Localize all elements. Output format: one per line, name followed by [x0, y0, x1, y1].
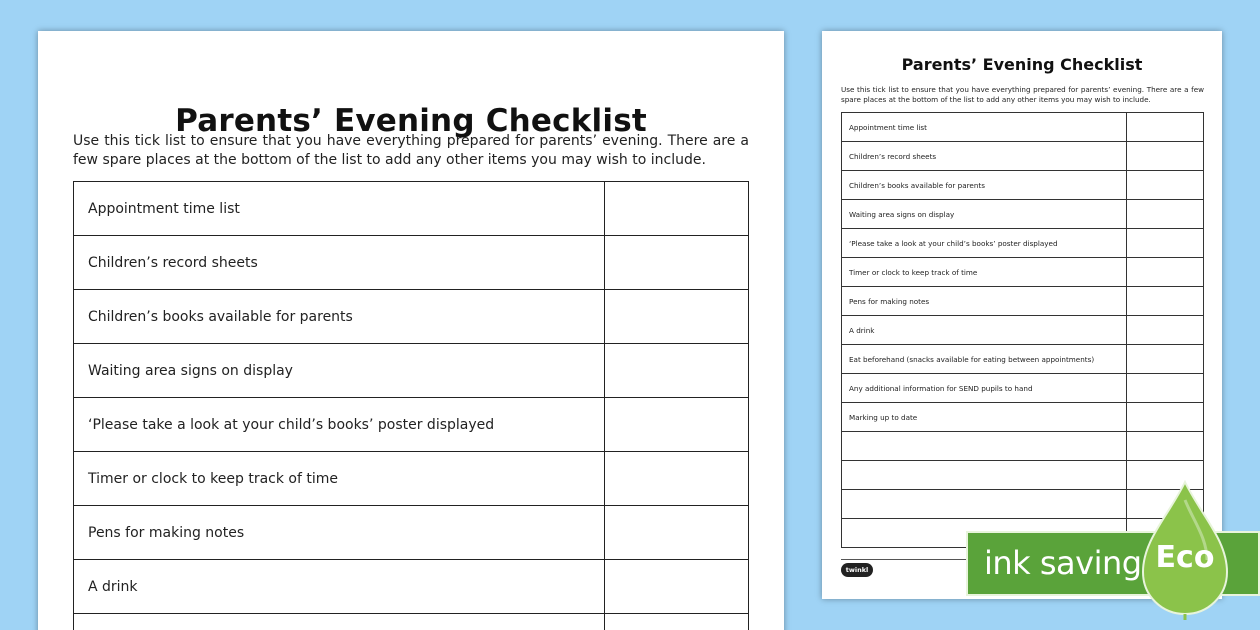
tick-box[interactable]	[1127, 258, 1204, 287]
checklist-item	[842, 461, 1127, 490]
table-row	[842, 374, 1204, 403]
table-row	[74, 236, 749, 290]
intro-text: Use this tick list to ensure that you have everything prepared for parents’ evening. There are a few spare places at the bottom of the list to add any other items you may wish to include.	[73, 133, 749, 168]
intro-text-small: Use this tick list to ensure that you have everything prepared for parents’ evening. There are a few spare places at the bottom of the list to add any other items you may wish to include.	[841, 85, 1204, 104]
tick-box[interactable]	[1127, 345, 1204, 374]
checklist-item: Appointment time list	[842, 113, 1127, 142]
checklist-item: Children’s record sheets	[842, 142, 1127, 171]
table-row	[74, 398, 749, 452]
tick-box[interactable]	[605, 290, 749, 344]
checklist-item: Pens for making notes	[842, 287, 1127, 316]
twinkl-logo	[841, 563, 873, 577]
table-row	[842, 287, 1204, 316]
ink-saving-label: ink saving	[984, 544, 1142, 582]
checklist-table	[73, 181, 749, 630]
checklist-item: Children’s record sheets	[74, 236, 605, 290]
checklist-item: A drink	[74, 560, 605, 614]
tick-box[interactable]	[1127, 316, 1204, 345]
checklist-item: Pens for making notes	[74, 506, 605, 560]
tick-box[interactable]	[1127, 374, 1204, 403]
checklist-item: ‘Please take a look at your child’s books’ poster displayed	[74, 398, 605, 452]
tick-box[interactable]	[605, 344, 749, 398]
tick-box[interactable]	[1127, 142, 1204, 171]
table-row	[842, 171, 1204, 200]
tick-box[interactable]	[605, 398, 749, 452]
checklist-item: Timer or clock to keep track of time	[842, 258, 1127, 287]
tick-box[interactable]	[1127, 432, 1204, 461]
table-row	[842, 403, 1204, 432]
table-row	[74, 344, 749, 398]
tick-box[interactable]	[605, 506, 749, 560]
tick-box[interactable]	[1127, 403, 1204, 432]
tick-box[interactable]	[1127, 287, 1204, 316]
checklist-item: Children’s books available for parents	[842, 171, 1127, 200]
page-title: Parents’ Evening Checklist	[175, 103, 647, 139]
checklist-item	[74, 614, 605, 630]
table-row	[74, 290, 749, 344]
checklist-item: A drink	[842, 316, 1127, 345]
tick-box[interactable]	[605, 614, 749, 630]
checklist-item: Marking up to date	[842, 403, 1127, 432]
tick-box[interactable]	[605, 182, 749, 236]
table-row	[74, 452, 749, 506]
checklist-item: Appointment time list	[74, 182, 605, 236]
large-worksheet-page	[38, 31, 784, 630]
table-row	[842, 113, 1204, 142]
checklist-item: Waiting area signs on display	[842, 200, 1127, 229]
footer-divider	[841, 559, 981, 560]
eco-leaf	[1141, 480, 1229, 624]
table-row	[842, 142, 1204, 171]
table-row	[842, 316, 1204, 345]
table-row	[842, 432, 1204, 461]
table-row	[842, 345, 1204, 374]
table-row	[74, 506, 749, 560]
checklist-item: Any additional information for SEND pupils to hand	[842, 374, 1127, 403]
table-row	[74, 182, 749, 236]
checklist-item: ‘Please take a look at your child’s books’ poster displayed	[842, 229, 1127, 258]
table-row	[842, 258, 1204, 287]
checklist-item	[842, 432, 1127, 461]
checklist-item: Waiting area signs on display	[74, 344, 605, 398]
tick-box[interactable]	[1127, 113, 1204, 142]
table-row	[74, 614, 749, 630]
table-row	[842, 229, 1204, 258]
tick-box[interactable]	[605, 236, 749, 290]
checklist-item	[842, 490, 1127, 519]
tick-box[interactable]	[605, 560, 749, 614]
checklist-item: Children’s books available for parents	[74, 290, 605, 344]
eco-label: Eco	[1155, 540, 1215, 575]
checklist-item: Eat beforehand (snacks available for eating between appointments)	[842, 345, 1127, 374]
checklist-item: Timer or clock to keep track of time	[74, 452, 605, 506]
tick-box[interactable]	[605, 452, 749, 506]
tick-box[interactable]	[1127, 229, 1204, 258]
twinkl-logo-text: twinkl	[845, 566, 869, 574]
tick-box[interactable]	[1127, 171, 1204, 200]
page-title-small: Parents’ Evening Checklist	[901, 55, 1143, 74]
table-row	[842, 200, 1204, 229]
table-row	[74, 560, 749, 614]
tick-box[interactable]	[1127, 200, 1204, 229]
